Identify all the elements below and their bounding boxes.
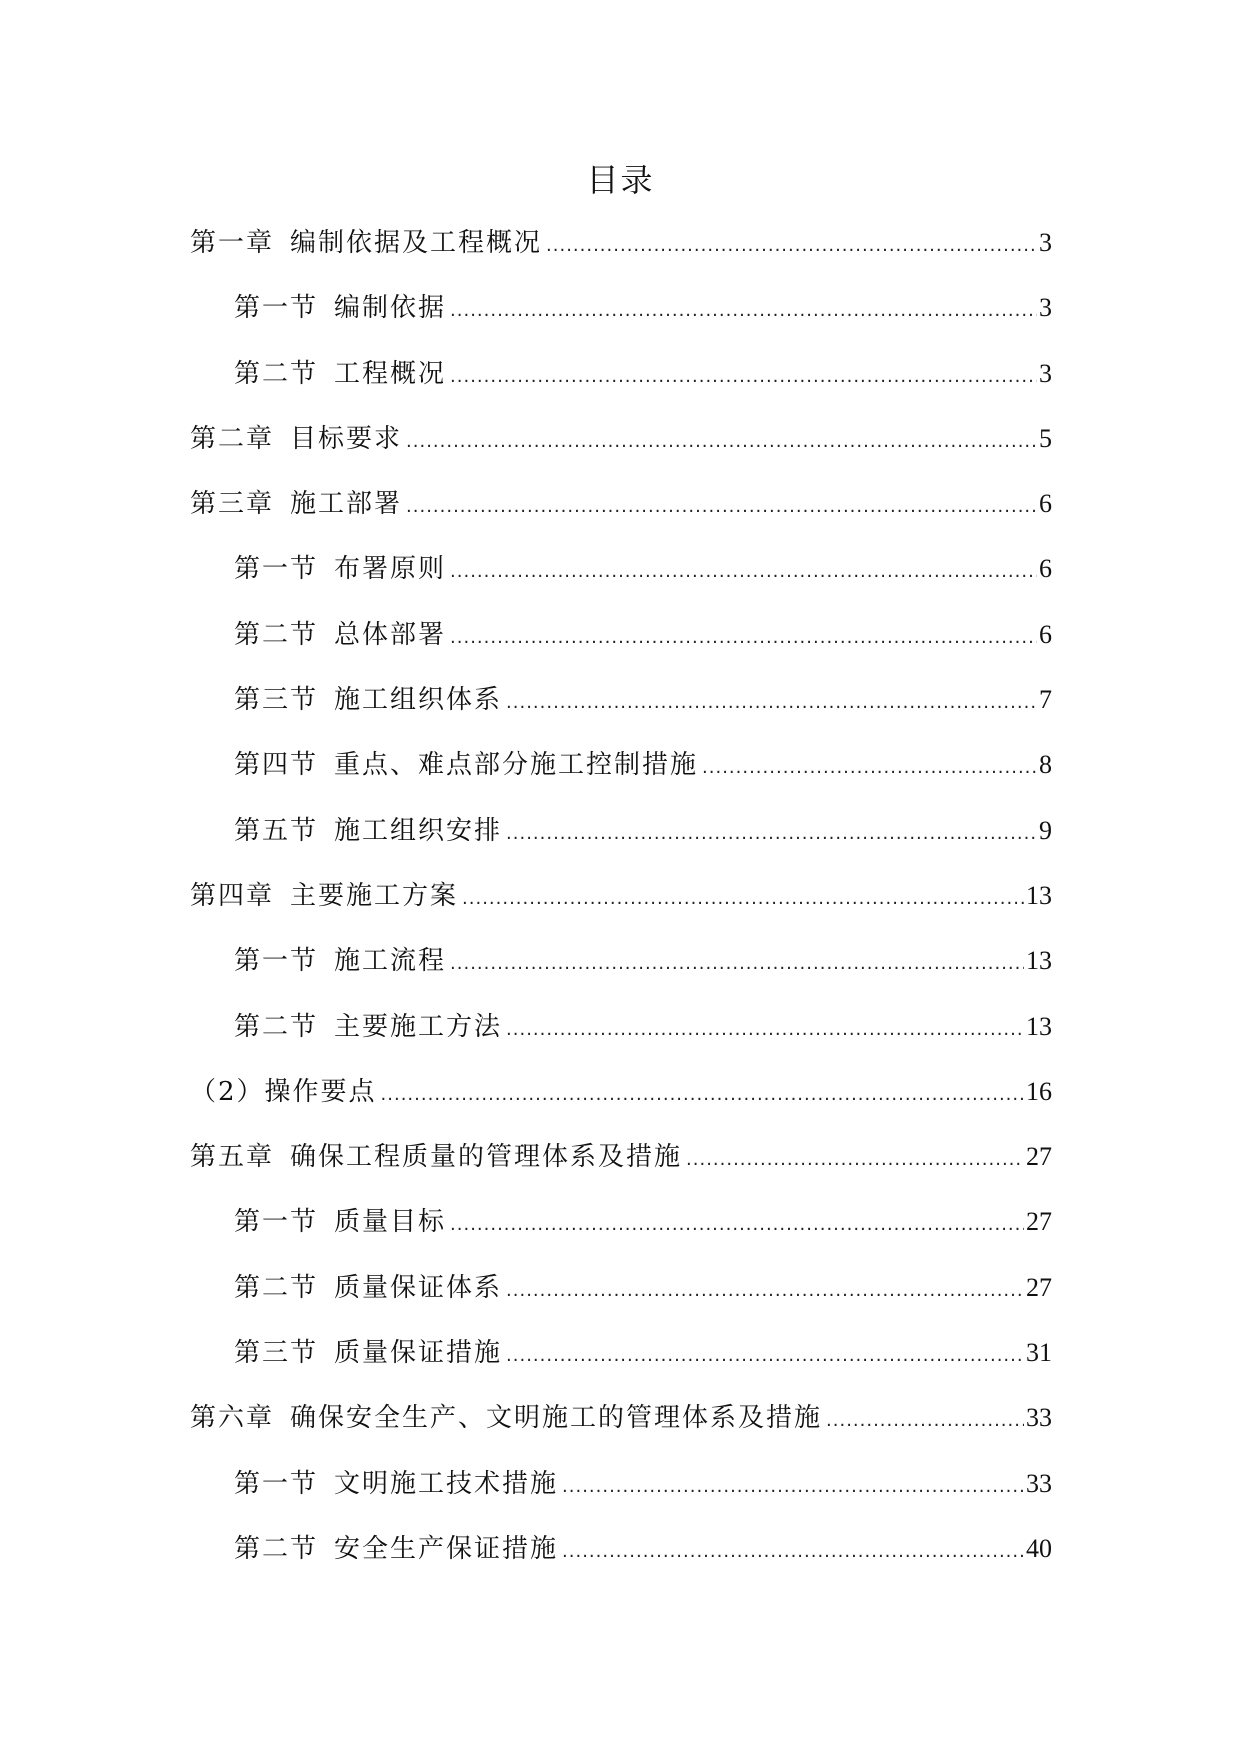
toc-page-number: 33 <box>1026 1468 1052 1498</box>
toc-entry-label <box>234 1012 502 1042</box>
toc-dot-leader <box>562 1472 1024 1502</box>
toc-entry-number: 第四节 <box>234 750 319 781</box>
toc-entry[interactable] <box>190 620 1052 685</box>
toc-entry-title: 主要施工方案 <box>290 880 459 911</box>
toc-dot-leader <box>450 949 1024 979</box>
toc-dot-leader <box>562 1537 1024 1567</box>
toc-entry-number: 第一章 <box>190 228 275 258</box>
toc-entry[interactable] <box>190 1469 1052 1534</box>
toc-entry-title: 工程概况 <box>334 358 447 389</box>
toc-entry[interactable] <box>190 1273 1052 1338</box>
toc-page-number: 3 <box>1039 358 1052 388</box>
toc-entry-number: 第一节 <box>234 554 319 585</box>
toc-entry-title: 施工流程 <box>334 946 447 977</box>
toc-entry-number: 第一节 <box>234 1468 319 1499</box>
toc-entry-label <box>234 359 446 389</box>
toc-entry[interactable] <box>190 1012 1052 1077</box>
toc-entry-title: 重点、难点部分施工控制措施 <box>334 750 699 781</box>
toc-entry-title: 确保安全生产、文明施工的管理体系及措施 <box>290 1403 823 1434</box>
toc-page-number: 13 <box>1026 880 1052 910</box>
toc-page-number: 13 <box>1026 1011 1052 1041</box>
toc-page-number: 27 <box>1026 1272 1052 1302</box>
toc-entry[interactable] <box>190 816 1052 881</box>
toc-entry[interactable] <box>190 1338 1052 1403</box>
toc-entry-label <box>234 750 698 780</box>
toc-entry-number: 第六章 <box>190 1403 275 1434</box>
toc-page-number: 27 <box>1026 1142 1052 1172</box>
toc-entry-label <box>190 1142 682 1172</box>
toc-dot-leader <box>450 557 1037 587</box>
toc-entry-number: 第二节 <box>234 1533 319 1564</box>
toc-dot-leader <box>406 492 1037 522</box>
toc-entry-title: 编制依据及工程概况 <box>290 228 543 258</box>
toc-entry[interactable] <box>190 228 1052 293</box>
toc-entry-label <box>234 620 446 650</box>
toc-entry-label <box>190 1077 377 1107</box>
toc-entry-title: 编制依据 <box>334 293 447 324</box>
toc-dot-leader <box>702 753 1037 783</box>
toc-entry[interactable] <box>190 293 1052 358</box>
toc-entry-title: 施工组织安排 <box>334 815 503 846</box>
toc-entry[interactable] <box>190 1142 1052 1207</box>
toc-entry-label <box>190 228 542 258</box>
toc-entry-label <box>190 1403 822 1433</box>
toc-dot-leader <box>450 296 1037 326</box>
toc-entry-label <box>234 946 446 976</box>
toc-dot-leader <box>506 819 1037 849</box>
toc-entry[interactable] <box>190 881 1052 946</box>
toc-entry-number: 第二节 <box>234 619 319 650</box>
toc-entry-title: （2）操作要点 <box>190 1076 377 1107</box>
toc-page-number: 9 <box>1039 815 1052 845</box>
toc-entry-number: 第一节 <box>234 1207 319 1238</box>
toc-entry-label <box>190 424 402 454</box>
toc-entry-number: 第二节 <box>234 1011 319 1042</box>
toc-entry-number: 第一节 <box>234 293 319 324</box>
toc-entry[interactable] <box>190 359 1052 424</box>
toc-page-number: 16 <box>1026 1076 1052 1106</box>
toc-entry-title: 质量目标 <box>334 1207 447 1238</box>
toc-dot-leader <box>826 1406 1024 1436</box>
toc-page-number: 27 <box>1026 1207 1052 1237</box>
page-title: 目录 <box>586 161 655 199</box>
toc-entry[interactable] <box>190 424 1052 489</box>
toc-entry[interactable] <box>190 946 1052 1011</box>
toc-dot-leader <box>381 1080 1024 1110</box>
toc-entry-title: 施工部署 <box>290 489 403 520</box>
toc-entry-number: 第四章 <box>190 880 275 911</box>
toc-page-number: 13 <box>1026 946 1052 976</box>
toc-dot-leader <box>506 1341 1024 1371</box>
toc-page-number: 3 <box>1039 228 1052 257</box>
toc-dot-leader <box>506 688 1037 718</box>
toc-entry-number: 第一节 <box>234 946 319 977</box>
toc-dot-leader <box>462 884 1024 914</box>
toc-dot-leader <box>450 1210 1024 1240</box>
toc-page-number: 6 <box>1039 619 1052 649</box>
toc-entry-number: 第五章 <box>190 1142 275 1173</box>
toc-entry[interactable] <box>190 750 1052 815</box>
toc-page-number: 33 <box>1026 1403 1052 1433</box>
toc-entry-label <box>234 1273 502 1303</box>
toc-entry[interactable] <box>190 554 1052 619</box>
toc-list <box>190 228 1052 1599</box>
toc-entry-label <box>190 881 458 911</box>
toc-entry[interactable] <box>190 685 1052 750</box>
toc-entry-title: 总体部署 <box>334 619 447 650</box>
toc-entry-title: 质量保证体系 <box>334 1272 503 1303</box>
toc-entry[interactable] <box>190 1077 1052 1142</box>
toc-page-number: 7 <box>1039 685 1052 715</box>
toc-entry-title: 布署原则 <box>334 554 447 585</box>
toc-entry-number: 第五节 <box>234 815 319 846</box>
toc-entry-title: 确保工程质量的管理体系及措施 <box>290 1142 683 1173</box>
toc-dot-leader <box>506 1015 1024 1045</box>
toc-entry-number: 第二节 <box>234 358 319 389</box>
toc-entry-title: 文明施工技术措施 <box>334 1468 559 1499</box>
toc-entry-title: 主要施工方法 <box>334 1011 503 1042</box>
toc-entry-title: 施工组织体系 <box>334 685 503 716</box>
toc-entry[interactable] <box>190 1207 1052 1272</box>
toc-entry-number: 第三节 <box>234 1338 319 1369</box>
toc-entry-label <box>190 489 402 519</box>
toc-page-number: 6 <box>1039 489 1052 519</box>
toc-page-number: 40 <box>1026 1533 1052 1563</box>
toc-entry-number: 第二节 <box>234 1272 319 1303</box>
toc-entry-label <box>234 1469 558 1499</box>
toc-entry-label <box>234 1338 502 1368</box>
toc-page-number: 5 <box>1039 423 1052 453</box>
toc-page-number: 8 <box>1039 750 1052 780</box>
toc-entry-title: 质量保证措施 <box>334 1338 503 1369</box>
toc-entry[interactable] <box>190 1403 1052 1468</box>
toc-entry-label <box>234 816 502 846</box>
toc-dot-leader <box>546 231 1037 261</box>
toc-dot-leader <box>506 1276 1024 1306</box>
toc-entry-label <box>234 1207 446 1237</box>
toc-page-number: 3 <box>1039 293 1052 323</box>
toc-entry-label <box>234 293 446 323</box>
toc-dot-leader <box>406 427 1037 457</box>
toc-entry-number: 第三章 <box>190 489 275 520</box>
toc-dot-leader <box>450 623 1037 653</box>
toc-entry-label <box>234 1534 558 1564</box>
toc-entry[interactable] <box>190 1534 1052 1599</box>
toc-entry[interactable] <box>190 489 1052 554</box>
toc-entry-number: 第三节 <box>234 685 319 716</box>
toc-entry-title: 目标要求 <box>290 423 403 454</box>
toc-dot-leader <box>686 1145 1024 1175</box>
toc-entry-number: 第二章 <box>190 423 275 454</box>
toc-entry-label <box>234 554 446 584</box>
toc-entry-label <box>234 685 502 715</box>
toc-page-number: 31 <box>1026 1338 1052 1368</box>
toc-dot-leader <box>450 362 1037 392</box>
toc-entry-title: 安全生产保证措施 <box>334 1533 559 1564</box>
toc-page-number: 6 <box>1039 554 1052 584</box>
